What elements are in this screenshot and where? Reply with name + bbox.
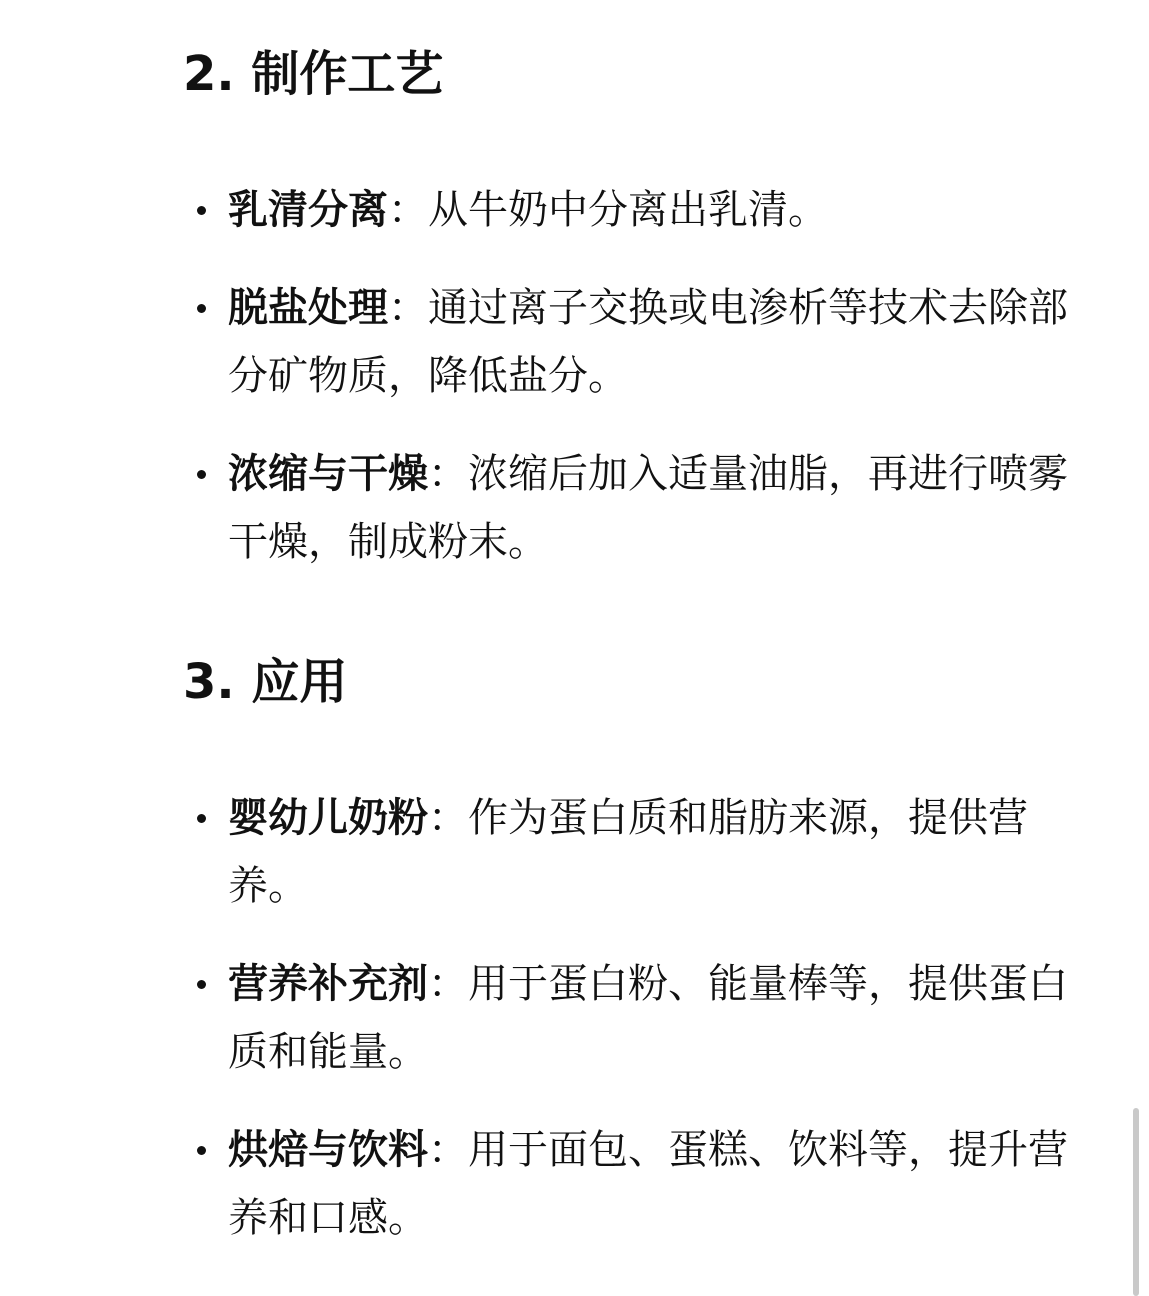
bullet-icon	[197, 1146, 206, 1155]
list-item-text	[228, 176, 1068, 244]
list-item-term: 营养补充剂	[228, 961, 428, 1007]
list-item-term: 婴幼儿奶粉	[228, 795, 428, 841]
list-item-description: 从牛奶中分离出乳清。	[428, 187, 828, 233]
list-item-description: 浓缩后加入适量油脂，再进行喷雾干燥，制成粉末。	[228, 451, 1068, 565]
list-item-text	[228, 950, 1068, 1086]
list-item	[183, 176, 1083, 244]
process-list	[183, 176, 1083, 606]
section-title-process: 2. 制作工艺	[183, 46, 444, 102]
list-item	[183, 784, 1083, 920]
bullet-icon	[197, 304, 206, 313]
list-item-text	[228, 274, 1068, 410]
bullet-icon	[197, 980, 206, 989]
list-item-separator: ：	[388, 187, 428, 233]
list-item-term: 乳清分离	[228, 187, 388, 233]
list-item-separator: ：	[428, 961, 468, 1007]
list-item-separator: ：	[428, 451, 468, 497]
list-item	[183, 274, 1083, 410]
list-item	[183, 950, 1083, 1086]
bullet-icon	[197, 814, 206, 823]
list-item-description: 通过离子交换或电渗析等技术去除部分矿物质，降低盐分。	[228, 285, 1068, 399]
list-item-description: 作为蛋白质和脂肪来源，提供营养。	[228, 795, 1028, 909]
list-item-text	[228, 440, 1068, 576]
list-item-text	[228, 1116, 1068, 1252]
list-item-separator: ：	[428, 1127, 468, 1173]
section-title-applications: 3. 应用	[183, 654, 348, 710]
list-item-term: 烘焙与饮料	[228, 1127, 428, 1173]
bullet-icon	[197, 206, 206, 215]
list-item	[183, 440, 1083, 576]
vertical-scrollbar[interactable]	[1133, 1108, 1139, 1296]
list-item-description: 用于面包、蛋糕、饮料等，提升营养和口感。	[228, 1127, 1068, 1241]
list-item-description: 用于蛋白粉、能量棒等，提供蛋白质和能量。	[228, 961, 1068, 1075]
list-item	[183, 1116, 1083, 1252]
applications-list	[183, 784, 1083, 1282]
list-item-separator: ：	[428, 795, 468, 841]
list-item-text	[228, 784, 1068, 920]
list-item-separator: ：	[388, 285, 428, 331]
bullet-icon	[197, 470, 206, 479]
list-item-term: 脱盐处理	[228, 285, 388, 331]
list-item-term: 浓缩与干燥	[228, 451, 428, 497]
